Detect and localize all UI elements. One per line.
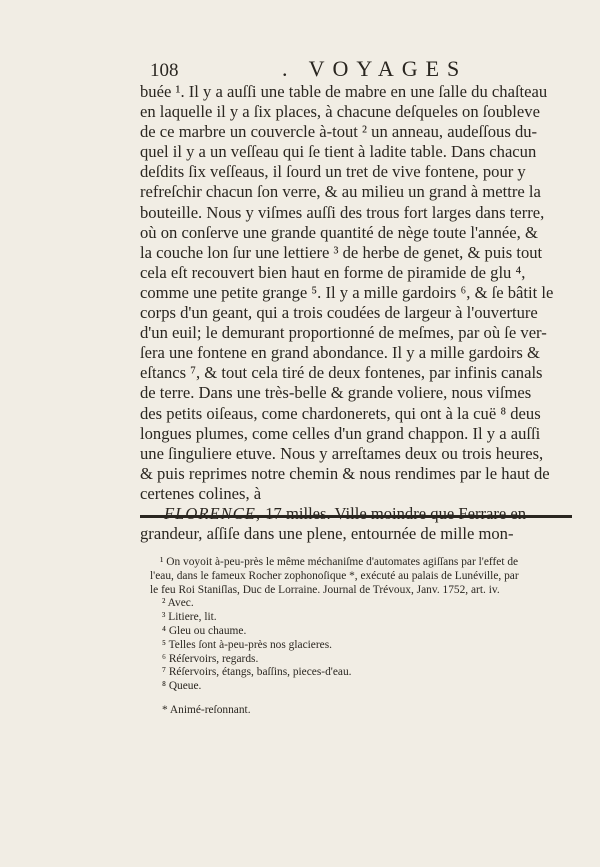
running-title: . VOYAGES: [282, 56, 468, 81]
text-line: ſera une fontene en grand abondance. Il y a mille gardoirs &: [140, 343, 540, 363]
text-line: corps d'un geant, qui a trois coudées de largeur à l'ouverture: [140, 303, 538, 323]
text-line: comme une petite grange ⁵. Il y a mille gardoirs ⁶, & ſe bâtit le: [140, 282, 554, 302]
text-line: quel il y a un veſſeau qui ſe tient à ladite table. Dans chacun: [140, 142, 537, 162]
text-line: grandeur, aſſiſe dans une plene, entournée de mille mon-: [140, 524, 514, 544]
footnote-line: ⁶ Réſervoirs, regards.: [162, 652, 259, 665]
text-line: longues plumes, come celles d'un grand chappon. Il y a auſſi: [140, 423, 541, 443]
footnote-line: ⁷ Réſervoirs, étangs, baſſins, pieces-d'eau.: [162, 666, 352, 679]
text-line: de ce marbre un couvercle à-tout ² un anneau, audeſſous du-: [140, 122, 538, 142]
footnotes: [150, 556, 570, 718]
footnote-line: ² Avec.: [162, 597, 194, 610]
footnote-star-note: * Animé-reſonnant.: [162, 703, 251, 716]
text-fragment: 17 milles. Ville moindre que Ferrare en: [261, 503, 527, 523]
main-text: [140, 82, 570, 544]
text-line: bouteille. Nous y viſmes auſſi des trous fort larges dans terre,: [140, 202, 545, 222]
page-number: 108: [150, 60, 179, 81]
text-line: la couche lon ſur une lettiere ³ de herbe de genet, & puis tout: [140, 242, 543, 262]
text-line: refreſchir chacun ſon verre, & au milieu un grand à mettre la: [140, 182, 541, 202]
footnote-line: ¹ On voyoit à-peu-près le même méchaniſme d'automates agiſſans par l'effet de: [160, 556, 519, 568]
text-line: des petits oiſeaus, come chardonerets, qui ont à la cuë ⁸ deus: [140, 403, 541, 423]
text-line: & puis reprimes notre chemin & nous rendimes par le haut de: [140, 463, 550, 483]
text-line: d'un euil; le demurant proportionné de meſmes, par où ſe ver-: [140, 323, 547, 343]
text-line: deſdits ſix veſſeaus, il ſourd un tret de vive fontene, pour y: [140, 162, 526, 182]
place-name: FLORENCE,: [164, 503, 262, 523]
text-line: de terre. Dans une très-belle & grande voliere, nous viſmes: [140, 383, 532, 403]
footnote-line: ⁸ Queue.: [162, 680, 202, 693]
text-line: eſtancs ⁷, & tout cela tiré de deux fontenes, par infinis canals: [140, 363, 543, 383]
text-line: une ſinguliere etuve. Nous y arreſtames deux ou trois heures,: [140, 443, 544, 463]
footnote-line: l'eau, dans le fameux Rocher zophonoſique *, exécuté au palais de Lunéville, par: [150, 569, 519, 582]
text-line: cela eſt recouvert bien haut en forme de piramide de glu ⁴,: [140, 262, 526, 282]
text-line: en laquelle il y a ſix places, à chacune deſqueles on ſoubleve: [140, 102, 540, 122]
text-line: où on conſerve une grande quantité de nège toute l'année, &: [140, 222, 538, 242]
footnote-line: ⁵ Telles ſont à-peu-près nos glacieres.: [162, 638, 332, 651]
text-line: buée ¹. Il y a auſſi une table de mabre en une ſalle du chaſteau: [140, 82, 548, 101]
text-line: certenes colines, à: [140, 483, 262, 503]
footnote-divider: [140, 515, 572, 518]
footnote-line: ³ Litiere, lit.: [162, 611, 217, 624]
footnote-line: le feu Roi Staniſlas, Duc de Lorraine. Journal de Trévoux, Janv. 1752, art. iv.: [150, 583, 500, 596]
footnote-line: ⁴ Gleu ou chaume.: [162, 624, 247, 637]
